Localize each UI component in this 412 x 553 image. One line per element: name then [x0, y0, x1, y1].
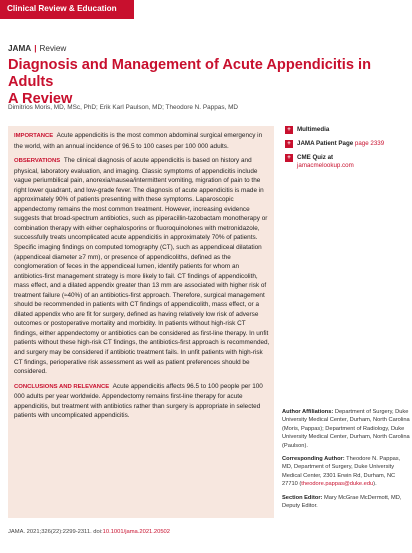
multimedia-link[interactable] [285, 126, 409, 134]
author-list: Dimitrios Moris, MD, MSc, PhD; Erik Karl Paulson, MD; Theodore N. Pappas, MD [8, 104, 239, 111]
plus-icon: + [285, 140, 293, 148]
article-title-main: Diagnosis and Management of Acute Appendicitis in Adults [8, 57, 371, 90]
citation-text: JAMA. 2021;326(22):2299-2311. doi: [8, 529, 103, 535]
section-editor [282, 494, 410, 511]
corresponding-end: ). [373, 481, 377, 488]
affiliations-text: Department of Surgery, Duke University Medical Center, Durham, North Carolina (Moris, Pappas); Department of Radiology, Duke University Medical Center, Durham, North Carolina (Paulson). [282, 409, 410, 449]
abstract-box [8, 126, 274, 518]
section-name: Review [39, 44, 67, 53]
patient-page-number[interactable]: page 2339 [354, 140, 385, 147]
doi-link[interactable]: 10.1001/jama.2021.20502 [102, 529, 171, 535]
journal-section-line [8, 44, 66, 53]
sidebar-item-label: CME Quiz at [297, 154, 334, 161]
cme-quiz-link[interactable] [285, 154, 409, 170]
section-banner: Clinical Review & Education [0, 0, 134, 19]
editor-text: Mary McGrae McDermott, MD, Deputy Editor. [282, 494, 402, 510]
abstract-text: Acute appendicitis affects 96.5 to 100 people per 100 000 adults per year worldwide. Appendectomy remains first-line therapy for acute appendicitis, but treatment with antibiotics rather than surgery is appropriate in selected patients with uncomplicated appendicitis. [14, 382, 263, 420]
plus-icon: + [285, 154, 293, 162]
corresponding-heading: Corresponding Author: [282, 456, 345, 463]
abstract-conclusions [14, 382, 270, 421]
editor-heading: Section Editor: [282, 494, 323, 501]
sidebar-item-label: JAMA Patient Page [297, 140, 354, 147]
corresponding-email[interactable]: theodore.pappas@duke.edu [301, 481, 374, 488]
abstract-text: The clinical diagnosis of acute appendicitis is based on history and physical, laboratory evaluation, and imaging. Classic symptoms of appendicitis include vague periumbilical pain, anorexia/nausea/intermittent vomiting, migration of pain to the right lower quadrant, and low-grade fever. The diagnosis of acute appendicitis is made in approximately 90% of patients presenting with these symptoms. Laparoscopic appendectomy remains the most common treatment. However, increasing evidence suggests that broad-spectrum antibiotics, such as piperacillin-tazobactam monotherapy or combination therapy with either cephalosporins or fluoroquinolones with metronidazole, successfully treats uncomplicated acute appendicitis in approximately 70% of patients. Specific imaging findings on computed tomography (CT), such as appendiceal dilatation (appendiceal diameter ≥7 mm), or presence of appendicoliths, defined as the conglomeration of feces in the appendiceal lumen, identify patients for whom an antibiotics-first management strategy is more likely to fail. CT findings of appendicolith, mass effect, and a dilated appendix greater than 13 mm are associated with higher risk of treatment failure (≈40%) of an antibiotics-first approach. Therefore, surgical management should be recommended in patients with CT findings of appendicolith, mass effect, or a dilated appendix who are fit for surgery, defined as having relatively low risk of adverse outcomes or postoperative mortality and morbidity. In patients without high-risk CT findings, either appendectomy or antibiotics can be considered as first-line therapy. In unfit patients without these high-risk CT findings, the antibiotics-first approach is recommended, and surgery may be considered if antibiotic treatment fails. In unfit patients with high-risk CT findings, perioperative risk assessment as well as patient preferences should be considered. [14, 157, 270, 376]
affiliations-heading: Author Affiliations: [282, 409, 334, 415]
journal-name: JAMA [8, 44, 32, 53]
sidebar-item-text [297, 126, 329, 134]
sidebar-item-label: Multimedia [297, 126, 330, 133]
article-subtitle: A Review [8, 91, 73, 107]
abstract-heading: OBSERVATIONS [14, 158, 61, 165]
citation-line [8, 529, 170, 535]
abstract-observations [14, 156, 270, 377]
abstract-text: Acute appendicitis is the most common abdominal surgical emergency in the world, with an annual incidence of 96.5 to 100 cases per 100 000 adults. [14, 132, 263, 150]
corresponding-author [282, 455, 410, 489]
cme-url[interactable]: jamacmelookup.com [297, 162, 354, 169]
affiliations-column [282, 408, 410, 515]
abstract-heading: CONCLUSIONS AND RELEVANCE [14, 383, 110, 390]
article-title [8, 57, 404, 108]
sidebar-item-text [297, 140, 384, 148]
corresponding-text: Theodore N. Pappas, MD, Department of Surgery, Duke University Medical Center, 2301 Erwin Rd, Durham, NC 27710 ( [282, 456, 401, 488]
section-separator: | [34, 44, 37, 53]
patient-page-link[interactable] [285, 140, 409, 148]
author-affiliations [282, 408, 410, 450]
abstract-importance [14, 131, 270, 151]
sidebar-item-text [297, 154, 354, 170]
plus-icon: + [285, 126, 293, 134]
resource-sidebar [285, 126, 409, 176]
abstract-heading: IMPORTANCE [14, 133, 54, 139]
